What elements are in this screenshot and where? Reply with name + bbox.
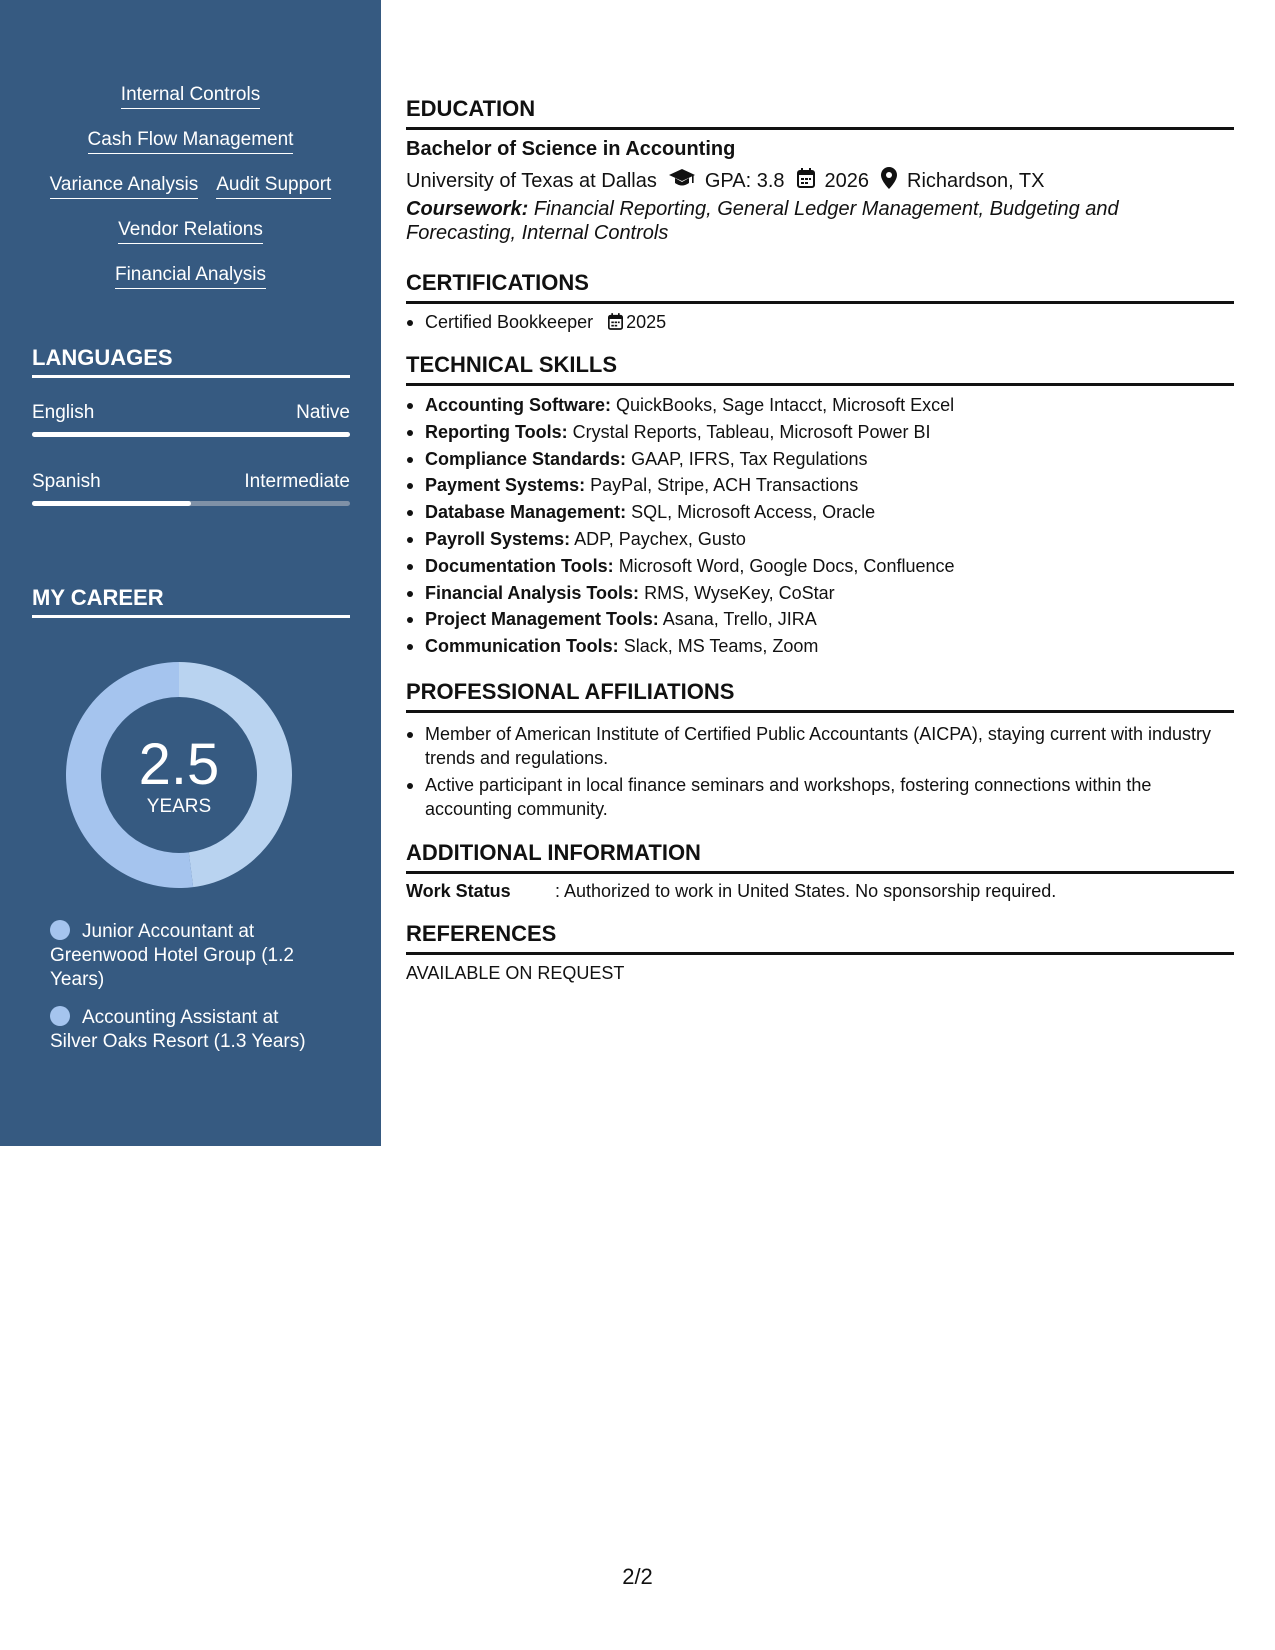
career-item-text: Accounting Assistant at Silver Oaks Resort (1.3 Years) (50, 1007, 306, 1052)
list-item (406, 472, 1234, 499)
list-item (406, 419, 1234, 446)
language-bar-fill (32, 432, 350, 437)
work-status (406, 880, 1056, 902)
language-spanish (32, 471, 350, 506)
skill-tag: Internal Controls (121, 84, 260, 109)
skill-value: Asana, Trello, JIRA (662, 609, 817, 630)
skill-value: QuickBooks, Sage Intacct, Microsoft Excel (616, 395, 955, 415)
skill-value: PayPal, Stripe, ACH Transactions (590, 475, 859, 496)
languages-heading: LANGUAGES (32, 345, 350, 378)
skill-tag: Audit Support (216, 174, 331, 199)
skill-row (0, 129, 381, 174)
affiliations-heading: PROFESSIONAL AFFILIATIONS (406, 679, 1234, 713)
language-level: Intermediate (244, 471, 350, 492)
calendar-icon (608, 312, 623, 336)
skill-row (0, 174, 381, 219)
skill-value: Crystal Reports, Tableau, Microsoft Power BI (572, 421, 931, 442)
skill-label: Compliance Standards: (425, 448, 627, 469)
language-english (32, 402, 350, 437)
career-total-years: 2.5 (138, 732, 220, 797)
location: Richardson, TX (907, 170, 1045, 192)
language-bar (32, 432, 350, 437)
skill-label: Payroll Systems: (425, 528, 571, 549)
legend-dot (50, 920, 70, 940)
certification-year: 2025 (626, 312, 667, 332)
skill-label: Project Management Tools: (425, 609, 659, 630)
technical-skills-list (406, 392, 1234, 660)
skill-label: Database Management: (425, 502, 627, 523)
page-number: 2/2 (622, 1564, 653, 1589)
list-item (406, 526, 1234, 553)
list-item (406, 606, 1234, 633)
career-item (50, 920, 310, 992)
skill-tag: Vendor Relations (118, 219, 263, 244)
education-details (406, 167, 1045, 195)
references-text: AVAILABLE ON REQUEST (406, 963, 625, 983)
skill-value: Microsoft Word, Google Docs, Confluence (618, 555, 955, 576)
skill-tag: Variance Analysis (50, 174, 199, 199)
skills-tags (0, 84, 381, 309)
list-item: Member of American Institute of Certified Public Accountants (AICPA), staying current with industry trends and regulations. (406, 722, 1234, 770)
career-item-text: Junior Accountant at Greenwood Hotel Group (1.2 Years) (50, 921, 294, 990)
skill-value: SQL, Microsoft Access, Oracle (631, 502, 876, 523)
sidebar (0, 0, 381, 1146)
language-name: English (32, 402, 95, 423)
technical-skills-heading: TECHNICAL SKILLS (406, 352, 1234, 386)
education-heading: EDUCATION (406, 96, 1234, 130)
graduation-cap-icon (669, 169, 695, 193)
skill-value: GAAP, IFRS, Tax Regulations (631, 448, 868, 469)
career-total-unit: YEARS (146, 796, 212, 817)
coursework (406, 197, 1234, 245)
skill-label: Documentation Tools: (425, 555, 614, 576)
skill-row (0, 84, 381, 129)
skill-tag: Financial Analysis (115, 264, 266, 289)
skill-label: Communication Tools: (425, 636, 619, 657)
legend-dot (50, 1006, 70, 1026)
additional-info-heading: ADDITIONAL INFORMATION (406, 840, 1234, 874)
language-name: Spanish (32, 471, 101, 492)
list-item: Active participant in local finance seminars and workshops, fostering connections within the accounting community. (406, 773, 1234, 821)
skill-row (0, 264, 381, 309)
skill-label: Accounting Software: (425, 395, 612, 415)
skill-label: Reporting Tools: (425, 421, 568, 442)
language-level: Native (296, 402, 350, 423)
language-bar (32, 501, 350, 506)
gpa: GPA: 3.8 (704, 170, 785, 192)
location-pin-icon (881, 167, 897, 195)
skill-value: RMS, WyseKey, CoStar (644, 582, 835, 603)
list-item (406, 580, 1234, 607)
list-item (406, 446, 1234, 473)
list-item (406, 499, 1234, 526)
skill-value: ADP, Paychex, Gusto (574, 528, 746, 549)
list-item (406, 310, 1234, 336)
career-item (50, 1006, 310, 1054)
list-item (406, 392, 1234, 419)
certification-name: Certified Bookkeeper (425, 312, 594, 332)
skill-value: Slack, MS Teams, Zoom (623, 636, 819, 657)
certifications-list (406, 310, 1234, 336)
school-name: University of Texas at Dallas (406, 170, 657, 192)
graduation-year: 2026 (824, 170, 870, 192)
skill-label: Payment Systems: (425, 475, 586, 496)
affiliations-list (406, 722, 1234, 821)
skill-label: Financial Analysis Tools: (425, 582, 640, 603)
language-bar-fill (32, 501, 191, 506)
calendar-icon (797, 168, 815, 194)
list-item (406, 633, 1234, 660)
skill-tag: Cash Flow Management (88, 129, 294, 154)
coursework-label: Coursework: (406, 198, 529, 220)
list-item (406, 553, 1234, 580)
skill-row (0, 219, 381, 264)
work-status-value: : Authorized to work in United States. No sponsorship required. (555, 881, 1057, 901)
career-heading: MY CAREER (32, 585, 350, 618)
references-heading: REFERENCES (406, 921, 1234, 955)
certifications-heading: CERTIFICATIONS (406, 270, 1234, 304)
degree-title: Bachelor of Science in Accounting (406, 138, 736, 160)
coursework-list: Financial Reporting, General Ledger Management, Budgeting and Forecasting, Internal Controls (406, 198, 1119, 244)
work-status-label: Work Status (406, 881, 511, 901)
